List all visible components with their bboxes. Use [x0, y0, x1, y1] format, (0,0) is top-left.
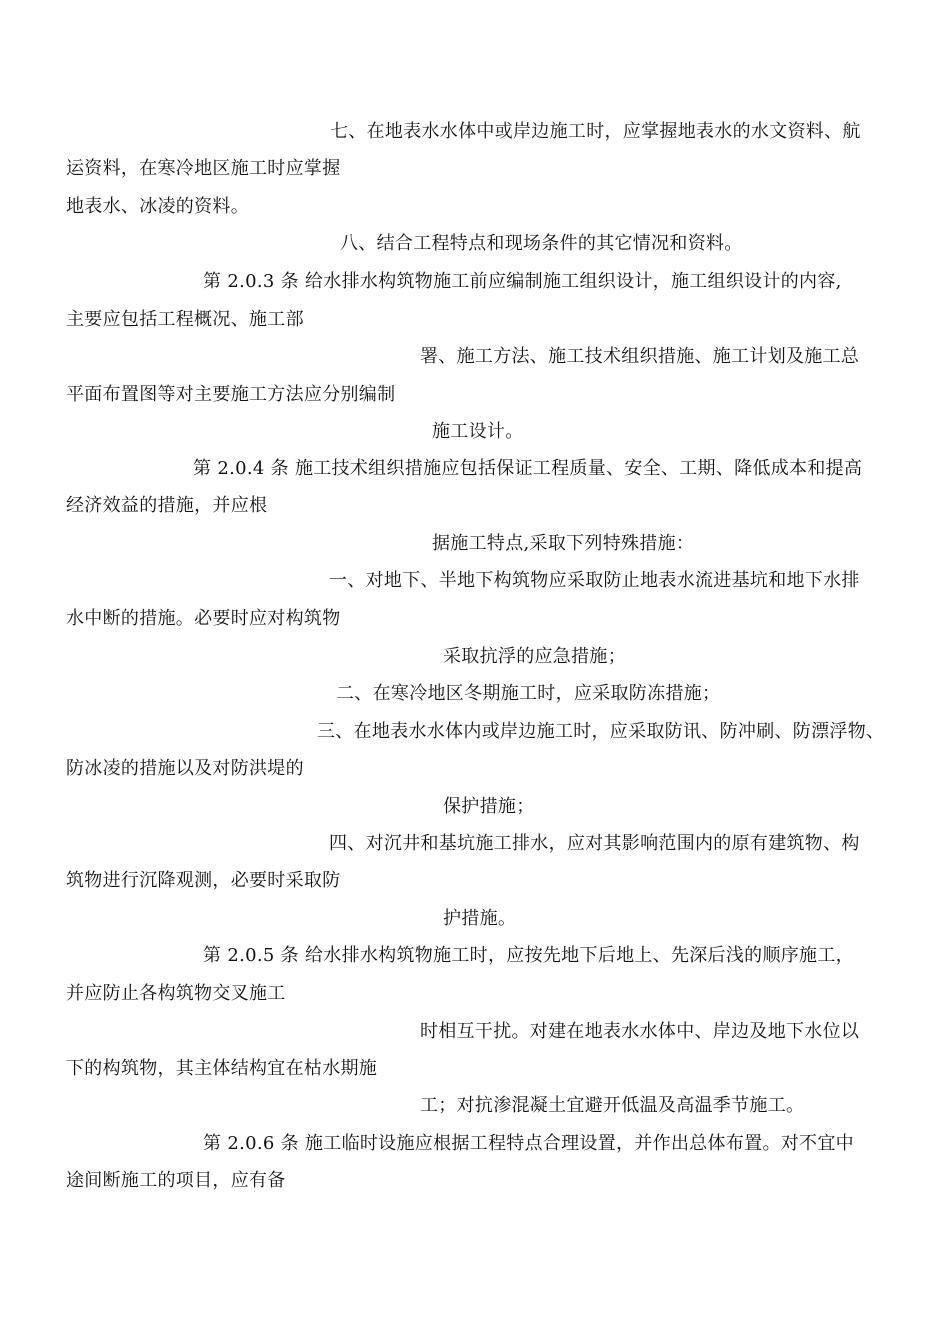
text-line: 施工设计。	[432, 421, 524, 442]
text-line: 第 2.0.3 条 给水排水构筑物施工前应编制施工组织设计，施工组织设计的内容,	[203, 271, 842, 292]
text-line: 第 2.0.4 条 施工技术组织措施应包括保证工程质量、安全、工期、降低成本和提高	[193, 458, 863, 479]
text-line: 防冰凌的措施以及对防洪堤的	[66, 758, 304, 779]
text-line: 水中断的措施。必要时应对构筑物	[66, 608, 341, 629]
text-line: 第 2.0.5 条 给水排水构筑物施工时，应按先地下后地上、先深后浅的顺序施工，	[203, 945, 854, 966]
text-line: 三、在地表水水体内或岸边施工时，应采取防讯、防冲刷、防漂浮物、	[317, 721, 885, 742]
text-line: 运资料，在寒冷地区施工时应掌握	[66, 158, 341, 179]
text-line: 四、对沉井和基坑施工排水，应对其影响范围内的原有建筑物、构	[329, 833, 860, 854]
text-line: 时相互干扰。对建在地表水水体中、岸边及地下水位以	[420, 1021, 860, 1042]
text-line: 经济效益的措施，并应根	[66, 495, 268, 516]
text-line: 保护措施；	[443, 796, 535, 817]
text-line: 并应防止各构筑物交叉施工	[66, 983, 286, 1004]
text-line: 下的构筑物，其主体结构宜在枯水期施	[66, 1058, 378, 1079]
text-line: 筑物进行沉降观测，必要时采取防	[66, 870, 341, 891]
text-line: 七、在地表水水体中或岸边施工时，应掌握地表水的水文资料、航	[330, 121, 861, 142]
text-line: 署、施工方法、施工技术组织措施、施工计划及施工总	[420, 346, 860, 367]
text-line: 二、在寒冷地区冬期施工时，应采取防冻措施；	[336, 683, 721, 704]
text-line: 平面布置图等对主要施工方法应分别编制	[66, 384, 396, 405]
text-line: 采取抗浮的应急措施；	[443, 646, 626, 667]
text-line: 八、结合工程特点和现场条件的其它情况和资料。	[340, 233, 743, 254]
text-line: 第 2.0.6 条 施工临时设施应根据工程特点合理设置，并作出总体布置。对不宜中	[203, 1133, 854, 1154]
text-line: 护措施。	[443, 908, 517, 929]
text-line: 工；对抗渗混凝土宜避开低温及高温季节施工。	[420, 1095, 805, 1116]
text-line: 主要应包括工程概况、施工部	[66, 309, 304, 330]
text-line: 据施工特点,采取下列特殊措施：	[432, 533, 695, 554]
text-line: 一、对地下、半地下构筑物应采取防止地表水流进基坑和地下水排	[329, 570, 860, 591]
text-line: 途间断施工的项目，应有备	[66, 1170, 286, 1191]
text-line: 地表水、冰凌的资料。	[66, 196, 249, 217]
